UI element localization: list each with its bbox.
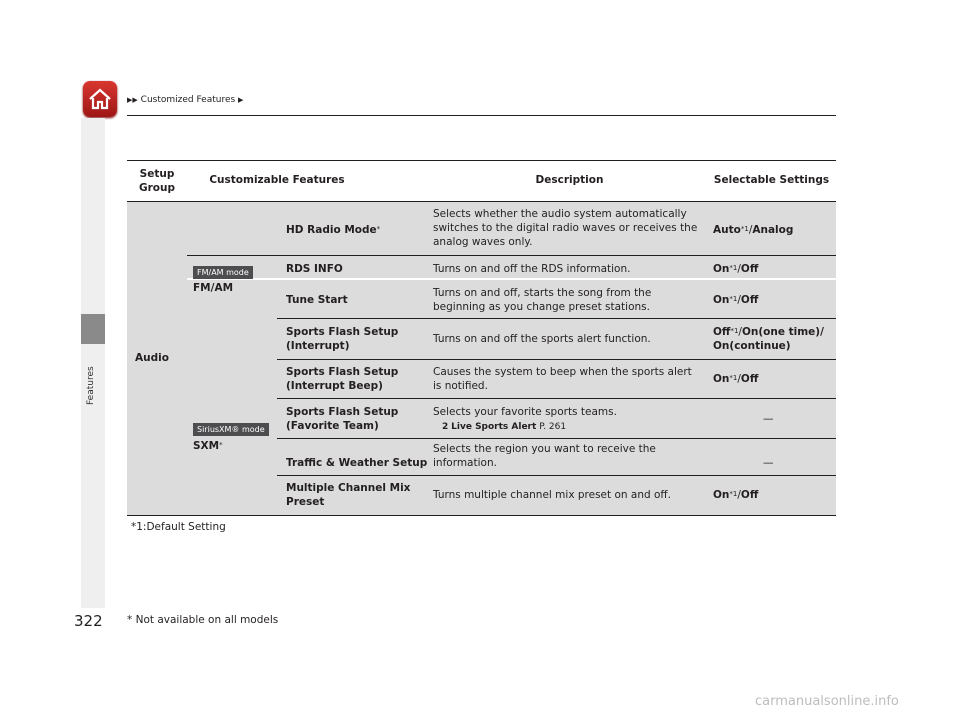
breadcrumb-arrow-icon: ▶	[238, 96, 244, 104]
sidebar-label: Features	[86, 366, 96, 405]
default-setting-note: *1:Default Setting	[131, 521, 226, 533]
setting-traffic-weather: —	[763, 457, 774, 469]
description-tune-start: Turns on and off, starts the song from the beginning as you change preset stations.	[433, 287, 652, 313]
feature-traffic-weather: Traffic & Weather Setup	[286, 457, 428, 469]
feature-rds-info: RDS INFO	[286, 263, 343, 275]
header-customizable-features: Customizable Features	[209, 174, 345, 186]
feature-tune-start: Tune Start	[286, 294, 348, 306]
watermark: carmanualsonline.info	[755, 694, 899, 709]
description-sports-flash-team: Selects your favorite sports teams.	[433, 406, 617, 418]
setting-sports-flash-interrupt: Off$^{*1}$/On(one time)/ On(continue)	[713, 326, 824, 352]
reference-arrow-icon: 2	[442, 422, 449, 432]
home-button[interactable]	[83, 81, 117, 117]
subgroup-fm-am: FM/AM	[193, 282, 234, 294]
sidebar-section-marker	[81, 314, 105, 344]
fm-am-mode-tag: FM/AM mode	[193, 266, 253, 279]
reference-link[interactable]: 2 Live Sports Alert P. 261	[442, 422, 567, 432]
setting-rds-info: On$^{*1}$/Off	[713, 263, 759, 275]
subgroup-sxm: SXM*	[193, 440, 223, 452]
setting-sports-flash-beep: On$^{*1}$/Off	[713, 373, 759, 385]
description-rds-info: Turns on and off the RDS information.	[433, 263, 631, 275]
header-setup-group: Setup Group	[138, 168, 175, 194]
group-divider	[187, 278, 836, 280]
group-audio: Audio	[135, 352, 169, 364]
siriusxm-mode-tag: SiriusXM® mode	[193, 423, 269, 436]
breadcrumb[interactable]	[127, 95, 243, 105]
row-divider	[277, 359, 836, 360]
feature-sports-flash-interrupt: Sports Flash Setup (Interrupt)	[286, 326, 399, 352]
description-hd-radio-mode: Selects whether the audio system automatically switches to the digital radio waves or receives the analog waves only.	[433, 208, 698, 248]
footnote: * Not available on all models	[127, 614, 279, 626]
feature-hd-radio-mode: HD Radio Mode*	[286, 224, 381, 236]
table-header	[127, 160, 836, 202]
description-sports-flash-beep: Causes the system to beep when the sports alert is notified.	[433, 366, 692, 392]
feature-multiple-channel-mix: Multiple Channel Mix Preset	[286, 482, 411, 508]
description-sports-flash-interrupt: Turns on and off the sports alert function.	[433, 333, 651, 345]
feature-sports-flash-team: Sports Flash Setup (Favorite Team)	[286, 406, 399, 432]
breadcrumb-arrow-icon: ▶▶	[127, 96, 138, 104]
setting-tune-start: On$^{*1}$/Off	[713, 294, 759, 306]
settings-table	[127, 160, 836, 516]
header-rule	[127, 115, 836, 116]
row-divider	[277, 438, 836, 439]
page-number: 322	[74, 612, 103, 630]
breadcrumb-link[interactable]: Customized Features	[140, 95, 236, 105]
description-multiple-channel-mix: Turns multiple channel mix preset on and off.	[433, 489, 671, 501]
setting-multiple-channel-mix: On$^{*1}$/Off	[713, 489, 759, 501]
setting-hd-radio-mode: Auto$^{*1}$/Analog	[713, 224, 794, 236]
description-traffic-weather: Selects the region you want to receive the information.	[433, 443, 656, 469]
row-divider	[277, 398, 836, 399]
setting-sports-flash-team: —	[763, 413, 774, 425]
table-body	[127, 202, 836, 516]
row-divider	[277, 475, 836, 476]
header-description: Description	[535, 174, 604, 186]
header-selectable-settings: Selectable Settings	[713, 174, 830, 186]
feature-sports-flash-beep: Sports Flash Setup (Interrupt Beep)	[286, 366, 399, 392]
row-divider	[277, 318, 836, 319]
home-icon	[88, 87, 112, 111]
row-divider	[187, 255, 836, 256]
